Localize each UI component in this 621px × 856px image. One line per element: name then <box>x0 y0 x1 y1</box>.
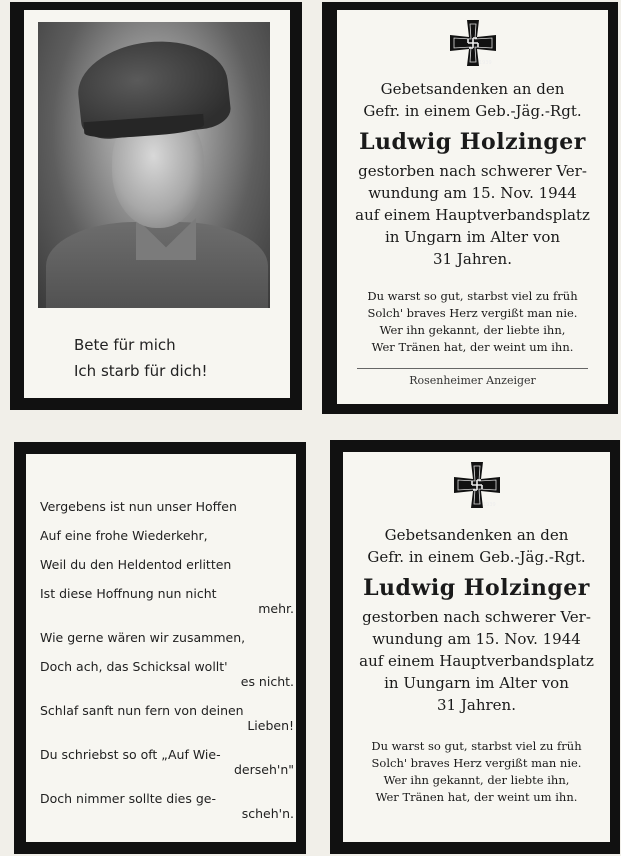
body-line: 31 Jahren. <box>437 696 516 714</box>
body-line: auf einem Hauptverbandsplatz <box>355 206 590 224</box>
poem-line: Wie gerne wären wir zusammen, <box>40 630 246 645</box>
poem-line: Ist diese Hoffnung nun nicht <box>40 586 217 601</box>
intro-line: Gebetsandenken an den <box>384 526 569 544</box>
poem-line-cont <box>40 600 294 629</box>
verse-line: Solch' braves Herz vergißt man nie. <box>371 756 582 770</box>
poem-line-cont <box>40 673 294 702</box>
poem-line-cont <box>40 761 294 790</box>
deceased-name: Ludwig Holzinger <box>359 129 586 155</box>
iron-cross-icon <box>452 460 502 510</box>
verse-line: Wer ihn gekannt, der liebte ihn, <box>383 773 570 787</box>
poem-line: Du schriebst so oft „Auf Wie- <box>40 747 221 762</box>
poem-line-continuation: Lieben! <box>247 718 294 733</box>
cross-year: 1939 <box>478 60 492 66</box>
body-line: gestorben nach schwerer Ver- <box>358 162 587 180</box>
poem-card <box>14 442 306 854</box>
body-line: auf einem Hauptverbandsplatz <box>359 652 594 670</box>
poem-line-continuation: derseh'n" <box>234 762 294 777</box>
intro-line: Gefr. in einem Geb.-Jäg.-Rgt. <box>367 548 586 566</box>
verse-line: Wer Tränen hat, der weint um ihn. <box>371 340 574 354</box>
notice-card-2 <box>330 440 620 854</box>
intro-line: Gefr. in einem Geb.-Jäg.-Rgt. <box>363 102 582 120</box>
poem-line-cont <box>40 717 294 746</box>
poem-line: Schlaf sanft nun fern von deinen <box>40 703 244 718</box>
photo-card-inner <box>24 10 290 398</box>
prayer-line: Ich starb für dich! <box>74 362 208 380</box>
intro-text <box>343 524 610 716</box>
intro-line: Gebetsandenken an den <box>380 80 565 98</box>
iron-cross-icon <box>448 18 498 68</box>
verse-line: Wer ihn gekannt, der liebte ihn, <box>379 323 566 337</box>
poem-card-inner <box>26 454 296 842</box>
body-line: in Uungarn im Alter von <box>384 674 569 692</box>
poem-line: Doch ach, das Schicksal wollt' <box>40 659 228 674</box>
body-line: in Ungarn im Alter von <box>384 228 561 246</box>
divider <box>357 368 588 369</box>
body-line: gestorben nach schwerer Ver- <box>362 608 591 626</box>
poem-line-continuation: mehr. <box>258 601 294 616</box>
poem-line: Auf eine frohe Wiederkehr, <box>40 528 208 543</box>
memorial-verse <box>337 288 608 356</box>
poem-line: Doch nimmer sollte dies ge- <box>40 791 216 806</box>
memorial-verse <box>343 738 610 806</box>
verse-line: Du warst so gut, starbst viel zu früh <box>367 289 578 303</box>
notice-card-1 <box>322 2 618 414</box>
poem-line: Vergebens ist nun unser Hoffen <box>40 499 237 514</box>
photo-card <box>10 2 302 410</box>
publisher: Rosenheimer Anzeiger <box>409 374 536 387</box>
body-line: wundung am 15. Nov. 1944 <box>372 630 581 648</box>
deceased-name: Ludwig Holzinger <box>363 575 590 601</box>
poem <box>40 498 294 834</box>
prayer-text <box>74 332 274 384</box>
intro-text <box>337 78 608 270</box>
poem-line-continuation: scheh'n. <box>241 806 294 821</box>
notice-card-2-inner <box>343 452 610 842</box>
body-line: wundung am 15. Nov. 1944 <box>368 184 577 202</box>
soldier-portrait <box>38 22 270 308</box>
verse-line: Solch' braves Herz vergißt man nie. <box>367 306 578 320</box>
prayer-line: Bete für mich <box>74 336 176 354</box>
poem-line-continuation: es nicht. <box>240 674 294 689</box>
poem-line-cont <box>40 805 294 834</box>
verse-line: Wer Tränen hat, der weint um ihn. <box>375 790 578 804</box>
portrait-tunic <box>46 222 268 308</box>
body-line: 31 Jahren. <box>433 250 512 268</box>
verse-line: Du warst so gut, starbst viel zu früh <box>371 739 582 753</box>
poem-line: Weil du den Heldentod erlitten <box>40 557 232 572</box>
cross-year: 1939 <box>482 502 496 508</box>
notice-card-1-inner <box>337 10 608 404</box>
